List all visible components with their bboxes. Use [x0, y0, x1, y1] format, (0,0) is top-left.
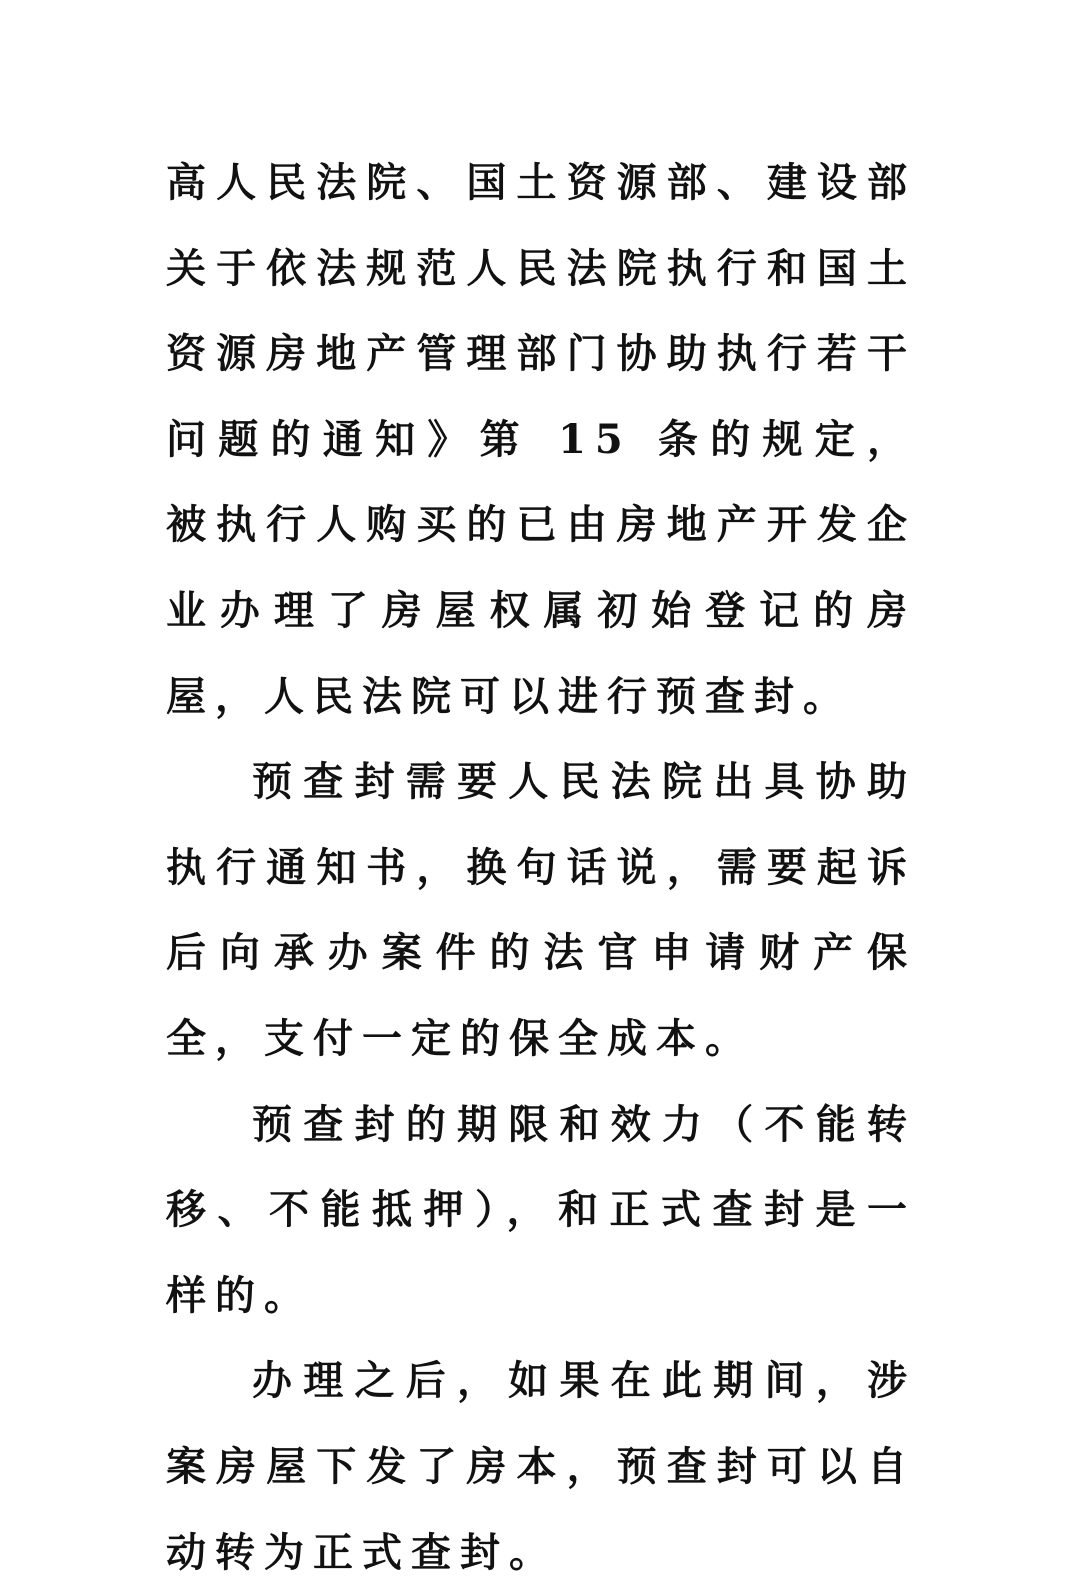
paragraph-legal-basis: 高人民法院、国土资源部、建设部关于依法规范人民法院执行和国土资源房地产管理部门协助执行若干问题的通知》第 15 条的规定，被执行人购买的已由房地产开发企业办理了房屋权属初始登记的房屋，人民法院可以进行预查封。 [166, 159, 916, 720]
paragraph-automatic-conversion: 办理之后，如果在此期间，涉案房屋下发了房本，预查封可以自动转为正式查封。 [166, 1357, 916, 1576]
document-body [166, 140, 916, 1595]
paragraph-term-and-effect: 预查封的期限和效力（不能转移、不能抵押），和正式查封是一样的。 [166, 1100, 916, 1319]
paragraph-assistance-notice: 预查封需要人民法院出具协助执行通知书，换句话说，需要起诉后向承办案件的法官申请财产保全，支付一定的保全成本。 [166, 758, 916, 1062]
